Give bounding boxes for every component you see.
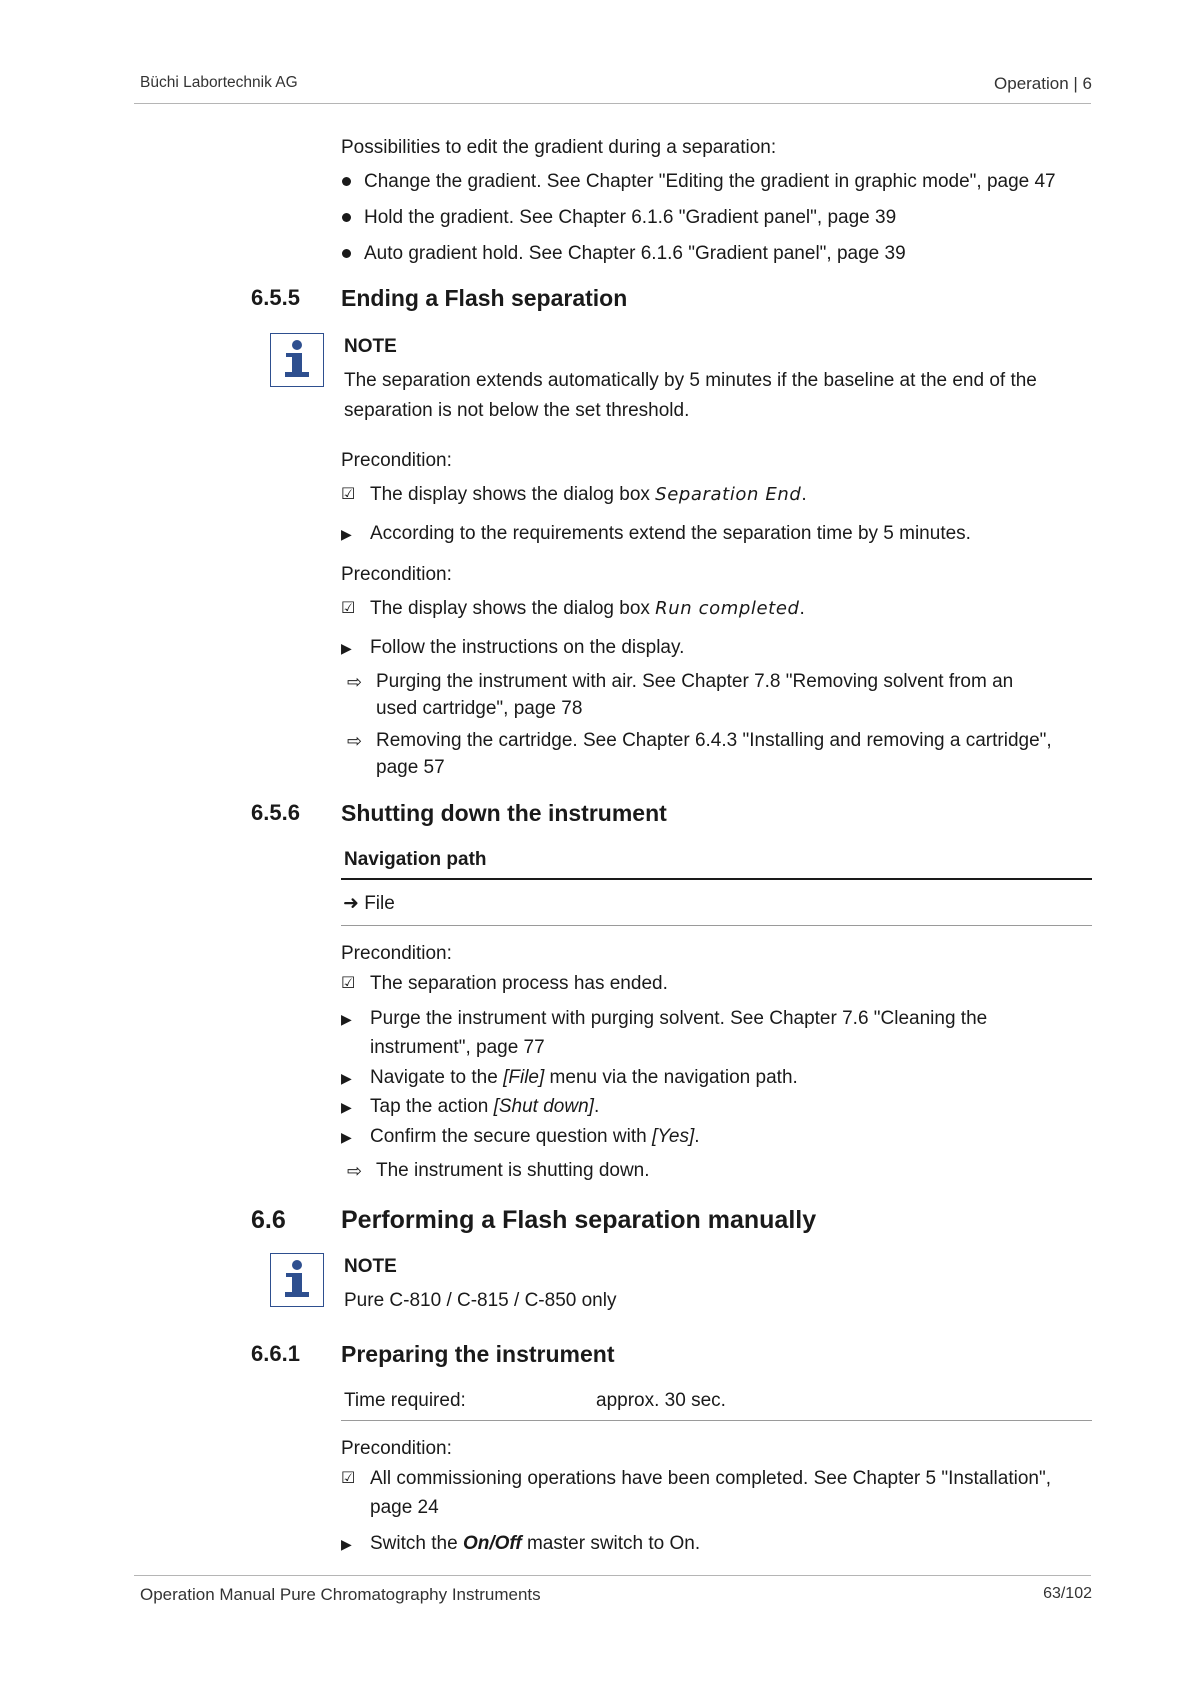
step-item: Purge the instrument with purging solvent. See Chapter 7.6 "Cleaning the xyxy=(370,1008,988,1029)
list-item: Auto gradient hold. See Chapter 6.1.6 "Gradient panel", page 39 xyxy=(364,243,906,264)
step-item: Tap the action [Shut down]. xyxy=(370,1096,600,1117)
step-arrow-icon: ▶ xyxy=(341,526,352,542)
list-item: Change the gradient. See Chapter "Editing the gradient in graphic mode", page 47 xyxy=(364,171,1056,192)
checkbox-icon: ☑ xyxy=(341,600,356,617)
step-item: Switch the On/Off master switch to On. xyxy=(370,1533,701,1554)
step-arrow-icon: ▶ xyxy=(341,1011,352,1027)
nav-table-rule xyxy=(341,878,1092,880)
step-item: Follow the instructions on the display. xyxy=(370,637,685,658)
result-item: Purging the instrument with air. See Chapter 7.8 "Removing solvent from an xyxy=(376,671,1014,692)
section-number: 6.6 xyxy=(251,1206,286,1234)
section-number: 6.5.6 xyxy=(251,800,300,825)
precondition-label: Precondition: xyxy=(341,564,452,585)
step-item-cont: instrument", page 77 xyxy=(370,1037,545,1058)
header-rule xyxy=(134,103,1091,104)
nav-arrow-icon: ➜ xyxy=(343,893,359,914)
header-company: Büchi Labortechnik AG xyxy=(140,74,298,91)
step-item: Navigate to the [File] menu via the navigation path. xyxy=(370,1067,798,1088)
checkbox-icon: ☑ xyxy=(341,486,356,503)
precondition-item: All commissioning operations have been completed. See Chapter 5 "Installation", xyxy=(370,1468,1051,1489)
nav-path-row xyxy=(343,892,395,916)
step-arrow-icon: ▶ xyxy=(341,1070,352,1086)
note-text: Pure C-810 / C-815 / C-850 only xyxy=(344,1290,617,1311)
footer-title: Operation Manual Pure Chromatography Instruments xyxy=(140,1585,541,1604)
section-number: 6.5.5 xyxy=(251,285,300,310)
nav-path-header: Navigation path xyxy=(344,849,487,870)
step-arrow-icon: ▶ xyxy=(341,640,352,656)
result-arrow-icon: ⇨ xyxy=(347,672,363,692)
intro-text: Possibilities to edit the gradient during a separation: xyxy=(341,137,777,158)
precondition-label: Precondition: xyxy=(341,450,452,471)
step-arrow-icon: ▶ xyxy=(341,1536,352,1552)
time-required-value: approx. 30 sec. xyxy=(596,1390,726,1411)
info-icon xyxy=(270,333,324,387)
section-number: 6.6.1 xyxy=(251,1341,300,1366)
info-icon xyxy=(270,1253,324,1307)
note-title: NOTE xyxy=(344,1256,397,1277)
page-number: 63/102 xyxy=(1043,1585,1092,1602)
bullet-dot xyxy=(342,177,351,186)
result-item: Removing the cartridge. See Chapter 6.4.3 "Installing and removing a cartridge", xyxy=(376,730,1052,751)
precondition-item: The display shows the dialog box Run completed. xyxy=(370,598,805,619)
time-table-rule xyxy=(341,1420,1092,1421)
note-text: The separation extends automatically by 5 minutes if the baseline at the end of the separation is not below the set threshold. xyxy=(344,370,1037,421)
result-arrow-icon: ⇨ xyxy=(347,731,363,751)
precondition-item: The separation process has ended. xyxy=(370,973,668,994)
note-title: NOTE xyxy=(344,336,397,357)
section-title: Shutting down the instrument xyxy=(341,800,667,826)
checkbox-icon: ☑ xyxy=(341,975,356,992)
precondition-label: Precondition: xyxy=(341,943,452,964)
nav-path-file: File xyxy=(364,893,395,914)
bullet-dot xyxy=(342,249,351,258)
result-item: The instrument is shutting down. xyxy=(376,1160,650,1181)
step-arrow-icon: ▶ xyxy=(341,1099,352,1115)
precondition-item-cont: page 24 xyxy=(370,1497,439,1518)
time-required-label: Time required: xyxy=(344,1390,466,1411)
result-arrow-icon: ⇨ xyxy=(347,1161,363,1181)
header-section: Operation | 6 xyxy=(994,74,1092,93)
step-arrow-icon: ▶ xyxy=(341,1129,352,1145)
section-title: Performing a Flash separation manually xyxy=(341,1206,817,1234)
footer-rule xyxy=(134,1575,1091,1576)
section-title: Ending a Flash separation xyxy=(341,285,628,311)
bullet-dot xyxy=(342,213,351,222)
result-item-cont: page 57 xyxy=(376,757,445,778)
list-item: Hold the gradient. See Chapter 6.1.6 "Gradient panel", page 39 xyxy=(364,207,897,228)
precondition-item: The display shows the dialog box Separation End. xyxy=(370,484,807,505)
step-item: Confirm the secure question with [Yes]. xyxy=(370,1126,700,1147)
precondition-label: Precondition: xyxy=(341,1438,452,1459)
nav-table-rule xyxy=(341,925,1092,926)
checkbox-icon: ☑ xyxy=(341,1470,356,1487)
result-item-cont: used cartridge", page 78 xyxy=(376,698,583,719)
section-title: Preparing the instrument xyxy=(341,1341,615,1367)
step-item: According to the requirements extend the separation time by 5 minutes. xyxy=(370,523,971,544)
